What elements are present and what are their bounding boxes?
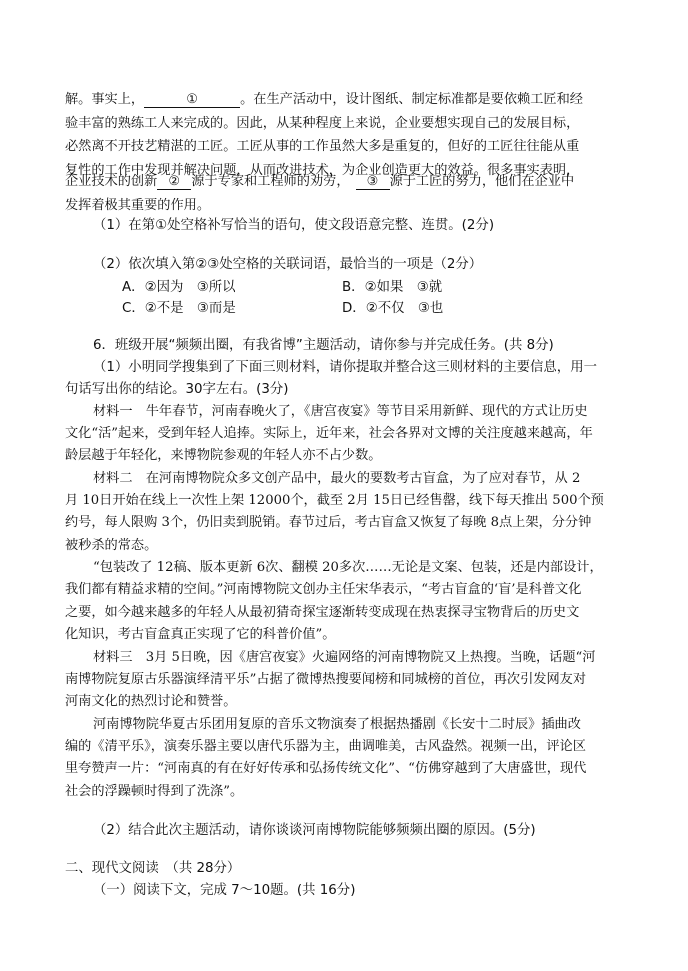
material-3-line1: 材料三 3月 5日晚，因《唐宫夜宴》火遍网络的河南博物院又上热搜。当晚，话题“河 — [93, 650, 596, 665]
material-3b-line1: 河南博物院华夏古乐团用复原的音乐文物演奏了根据热播剧《长安十二时辰》插曲改 — [93, 717, 581, 732]
material-1-line3: 龄层越于年轻化，来博物院参观的年轻人亦不占少数。 — [65, 448, 382, 463]
material-3-line3: 河南文化的热烈讨论和赞誉。 — [65, 694, 237, 709]
option-c[interactable] — [122, 297, 236, 316]
section-2-subheading: （一）阅读下文，完成 7～10题。(共 16分) — [93, 883, 356, 898]
material-2-line1: 材料二 在河南博物院众多文创产品中，最火的要数考古盲盒，为了应对春节，从 2 — [93, 471, 581, 486]
option-letter: A． — [122, 280, 145, 295]
paragraph-line-2: 验丰富的熟练工人来完成的。因此，从某种程度上来说，企业要想实现自己的发展目标， — [65, 116, 580, 131]
paragraph-line-1 — [65, 92, 626, 108]
material-2-quote-line1: “包装改了 12稿、版本更新 6次、翻模 20多次……无论是文案、包装，还是内部设计， — [93, 560, 603, 575]
paragraph-line-3: 必然离不开技艺精湛的工匠。工匠从事的工作虽然大多是重复的，但好的工匠往往能从重 — [65, 139, 580, 154]
option-letter: B． — [342, 280, 365, 295]
answer-blank-2[interactable] — [157, 175, 191, 190]
question-1: （1）在第①处空格补写恰当的语句，使文段语意完整、连贯。(2分) — [93, 218, 495, 233]
option-b[interactable] — [342, 276, 442, 295]
question-6-2: （2）结合此次主题活动，请你谈谈河南博物院能够频频出圈的原因。(5分) — [93, 823, 536, 838]
blank-number: ③ — [366, 174, 379, 189]
material-3b-line4: 社会的浮躁顿时得到了洗涤”。 — [65, 784, 244, 799]
answer-blank-3[interactable] — [356, 175, 390, 190]
blank-number: ② — [168, 174, 181, 189]
material-2-quote-line2: 我们都有精益求精的空间。”河南博物院文创办主任宋华表示，“考古盲盒的‘盲’是科普文化 — [65, 582, 582, 597]
material-3b-line2: 编的《清平乐》，演奏乐器主要以唐代乐器为主，曲调唯美，古风盎然。视频一出，评论区 — [65, 739, 586, 754]
question-6-title: 6．班级开展“频频出圈，有我省博”主题活动，请你参与并完成任务。(共 8分) — [93, 338, 554, 353]
question-6-1-line1: （1）小明同学搜集到了下面三则材料，请你提取并整合这三则材料的主要信息，用一 — [93, 360, 597, 375]
material-2-line2: 月 10日开始在线上一次性上架 12000个，截至 2月 15日已经售罄，线下每天推出 500个预 — [65, 493, 604, 508]
option-letter: D． — [342, 301, 366, 316]
option-text: ②不是 ③而是 — [144, 301, 236, 316]
material-1-line2: 文化“活”起来，受到年轻人追捧。实际上，近年来，社会各界对文博的关注度越来越高，年 — [65, 426, 593, 441]
question-6-1-line2: 句话写出你的结论。30字左右。(3分) — [65, 382, 289, 397]
text-segment: 。在生产活动中，设计图纸、制定标准都是要依赖工匠和经 — [240, 92, 583, 107]
innovation-line — [65, 174, 574, 190]
option-text: ②不仅 ③也 — [365, 301, 444, 316]
text-segment: 源于专家和工程师的劝劳， — [191, 174, 350, 189]
material-3b-line3: 里夸赞声一片：“河南真的有在好好传承和弘扬传统文化”、“仿佛穿越到了大唐盛世，现代 — [65, 761, 587, 776]
material-2-quote-line4: 化知识，考古盲盒真正实现了它的科普价值”。 — [65, 627, 336, 642]
text-segment: 解。事实上， — [65, 92, 145, 107]
question-2-stem: （2）依次填入第②③处空格的关联词语，最恰当的一项是（2分） — [93, 257, 483, 272]
text-segment: 企业技术的创新 — [65, 174, 158, 189]
section-2-heading: 二、现代文阅读 （共 28分） — [65, 861, 241, 876]
option-d[interactable] — [342, 297, 443, 316]
material-3-line2: 南博物院复原古乐器演绎清平乐”占据了微博热搜要闻榜和同城榜的首位，再次引发网友对 — [65, 672, 587, 687]
material-2-line4: 被秒杀的常态。 — [65, 538, 158, 553]
option-letter: C． — [122, 301, 145, 316]
option-a[interactable] — [122, 276, 236, 295]
option-text: ②因为 ③所以 — [144, 280, 236, 295]
text-segment: 源于工匠的努力，他们在企业中 — [389, 174, 575, 189]
option-text: ②如果 ③就 — [364, 280, 443, 295]
answer-blank-1[interactable] — [144, 93, 240, 108]
blank-number: ① — [186, 92, 199, 107]
material-2-quote-line3: 之要，如今越来越多的年轻人从最初猜奇探宝逐渐转变成现在热衷探寻宝物背后的历史文 — [65, 605, 580, 620]
material-2-line3: 约号，每人限购 3个，仍旧卖到脱销。春节过后，考古盲盒又恢复了每晚 8点上架，分分钟 — [65, 515, 592, 530]
paragraph-line-6: 发挥着极其重要的作用。 — [65, 198, 211, 213]
paragraph-line-4: 复性的工作中发现并解决问题，从而改进技术，为企业创造更大的效益。很多事实表明， — [65, 163, 580, 178]
material-1-line1: 材料一 牛年春节，河南春晚火了，《唐宫夜宴》等节目采用新鲜、现代的方式让历史 — [93, 404, 588, 419]
